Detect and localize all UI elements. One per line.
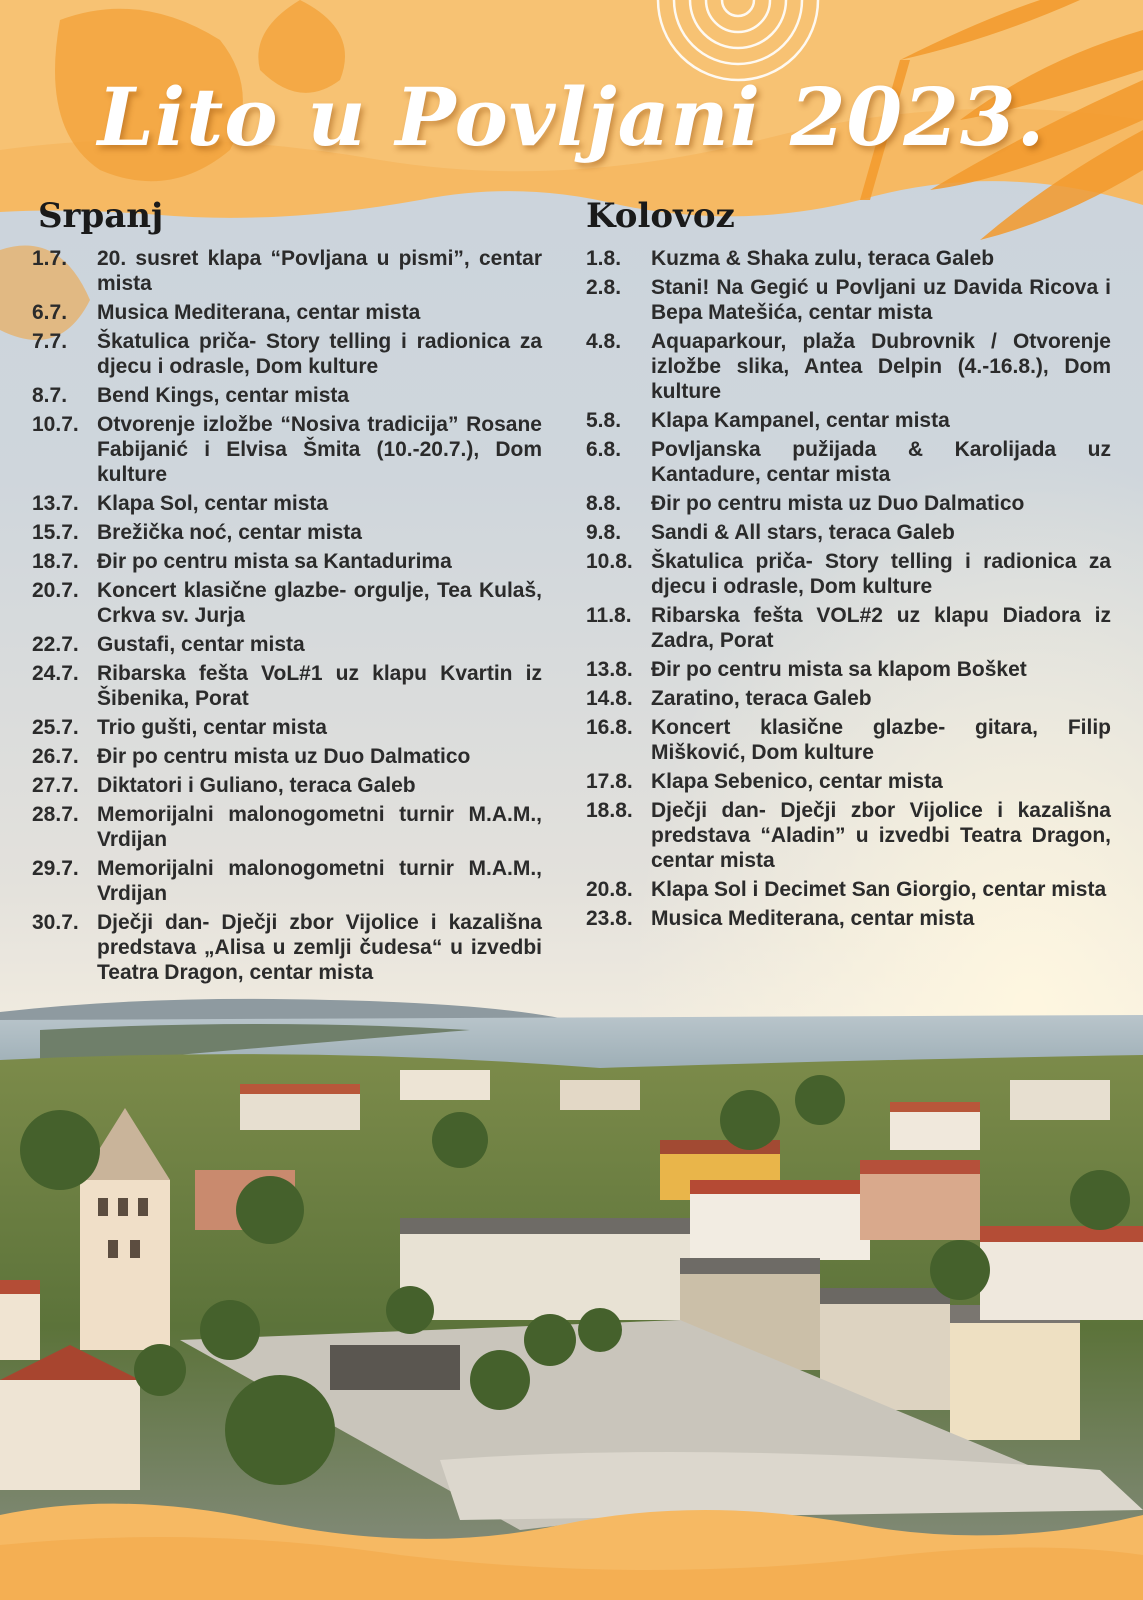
- event-date: 8.8.: [586, 492, 622, 515]
- heading-kolovoz: Kolovoz: [586, 196, 735, 236]
- event-item: [586, 329, 1111, 404]
- event-date: 20.7.: [32, 579, 79, 602]
- event-item: [586, 877, 1111, 902]
- poster-title: Lito u Povljani 2023.: [97, 70, 1046, 164]
- event-date: 22.7.: [32, 633, 79, 656]
- event-item: [32, 520, 542, 545]
- event-text: Đir po centru mista sa Kantadurima: [97, 550, 452, 573]
- event-text: Memorijalni malonogometni turnir M.A.M., Vrdijan: [97, 803, 542, 851]
- event-date: 16.8.: [586, 716, 633, 739]
- event-text: Trio gušti, centar mista: [97, 716, 327, 739]
- event-item: [586, 275, 1111, 325]
- event-item: [32, 632, 542, 657]
- event-date: 25.7.: [32, 716, 79, 739]
- event-text: Diktatori i Guliano, teraca Galeb: [97, 774, 416, 797]
- event-date: 2.8.: [586, 276, 622, 299]
- event-item: [32, 661, 542, 711]
- event-text: Đir po centru mista sa klapom Bošket: [651, 658, 1027, 681]
- event-item: [32, 578, 542, 628]
- heading-srpanj: Srpanj: [38, 196, 164, 236]
- event-date: 29.7.: [32, 857, 79, 880]
- event-date: 17.8.: [586, 770, 633, 793]
- event-date: 15.7.: [32, 521, 79, 544]
- event-date: 26.7.: [32, 745, 79, 768]
- event-text: Zaratino, teraca Galeb: [651, 687, 872, 710]
- event-date: 1.7.: [32, 247, 68, 270]
- event-item: [586, 437, 1111, 487]
- event-text: Musica Mediterana, centar mista: [97, 301, 421, 324]
- event-date: 30.7.: [32, 911, 79, 934]
- event-item: [32, 802, 542, 852]
- event-item: [586, 686, 1111, 711]
- event-text: Povljanska pužijada & Karolijada uz Kantadure, centar mista: [651, 438, 1111, 486]
- event-date: 10.7.: [32, 413, 79, 436]
- event-text: Dječji dan- Dječji zbor Vijolice i kazališna predstava „Alisa u zemlji čudesa“ u izvedbi Teatra Dragon, centar mista: [97, 911, 542, 984]
- event-item: [586, 603, 1111, 653]
- event-text: Memorijalni malonogometni turnir M.A.M., Vrdijan: [97, 857, 542, 905]
- event-date: 1.8.: [586, 247, 622, 270]
- event-date: 27.7.: [32, 774, 79, 797]
- event-date: 23.8.: [586, 907, 633, 930]
- event-text: Klapa Sebenico, centar mista: [651, 770, 943, 793]
- event-text: 20. susret klapa “Povljana u pismi”, centar mista: [97, 247, 542, 295]
- event-text: Bend Kings, centar mista: [97, 384, 350, 407]
- kolovoz-event-list: [586, 246, 1111, 935]
- srpanj-event-list: [32, 246, 542, 989]
- event-date: 14.8.: [586, 687, 633, 710]
- event-date: 13.7.: [32, 492, 79, 515]
- event-text: Sandi & All stars, teraca Galeb: [651, 521, 955, 544]
- event-text: Kuzma & Shaka zulu, teraca Galeb: [651, 247, 995, 270]
- event-text: Musica Mediterana, centar mista: [651, 907, 975, 930]
- event-item: [586, 549, 1111, 599]
- event-date: 20.8.: [586, 878, 633, 901]
- event-item: [586, 769, 1111, 794]
- event-date: 24.7.: [32, 662, 79, 685]
- event-date: 11.8.: [586, 604, 632, 627]
- event-date: 6.8.: [586, 438, 622, 461]
- event-text: Klapa Kampanel, centar mista: [651, 409, 950, 432]
- event-date: 9.8.: [586, 521, 622, 544]
- event-item: [32, 300, 542, 325]
- event-date: 13.8.: [586, 658, 633, 681]
- event-item: [586, 246, 1111, 271]
- event-item: [32, 246, 542, 296]
- event-text: Đir po centru mista uz Duo Dalmatico: [97, 745, 471, 768]
- event-text: Klapa Sol i Decimet San Giorgio, centar mista: [651, 878, 1107, 901]
- event-text: Đir po centru mista uz Duo Dalmatico: [651, 492, 1025, 515]
- event-item: [586, 715, 1111, 765]
- event-text: Stani! Na Gegić u Povljani uz Davida Ricova i Bepa Matešića, centar mista: [651, 276, 1111, 324]
- event-item: [32, 549, 542, 574]
- event-item: [32, 412, 542, 487]
- event-item: [586, 906, 1111, 931]
- event-text: Aquaparkour, plaža Dubrovnik / Otvorenje izložbe slika, Antea Delpin (4.-16.8.), Dom kulture: [651, 330, 1111, 403]
- event-date: 6.7.: [32, 301, 68, 324]
- event-item: [32, 491, 542, 516]
- event-date: 5.8.: [586, 409, 622, 432]
- event-item: [32, 773, 542, 798]
- event-date: 18.8.: [586, 799, 633, 822]
- event-date: 28.7.: [32, 803, 79, 826]
- event-text: Škatulica priča- Story telling i radionica za djecu i odrasle, Dom kulture: [97, 330, 542, 378]
- event-date: 10.8.: [586, 550, 633, 573]
- event-text: Koncert klasične glazbe- gitara, Filip Mišković, Dom kulture: [651, 716, 1111, 764]
- event-date: 18.7.: [32, 550, 79, 573]
- event-item: [32, 715, 542, 740]
- event-text: Koncert klasične glazbe- orgulje, Tea Kulaš, Crkva sv. Jurja: [97, 579, 542, 627]
- event-item: [586, 657, 1111, 682]
- event-item: [32, 383, 542, 408]
- event-text: Klapa Sol, centar mista: [97, 492, 329, 515]
- event-item: [32, 856, 542, 906]
- event-item: [32, 329, 542, 379]
- event-text: Brežička noć, centar mista: [97, 521, 362, 544]
- event-text: Dječji dan- Dječji zbor Vijolice i kazališna predstava “Aladin” u izvedbi Teatra Dragon, centar mista: [651, 799, 1111, 872]
- event-item: [586, 798, 1111, 873]
- event-date: 4.8.: [586, 330, 622, 353]
- event-item: [586, 491, 1111, 516]
- event-item: [586, 520, 1111, 545]
- event-date: 7.7.: [32, 330, 68, 353]
- event-text: Škatulica priča- Story telling i radionica za djecu i odrasle, Dom kulture: [651, 550, 1111, 598]
- event-item: [32, 910, 542, 985]
- event-text: Ribarska fešta VoL#1 uz klapu Kvartin iz Šibenika, Porat: [97, 662, 542, 710]
- event-text: Otvorenje izložbe “Nosiva tradicija” Rosane Fabijanić i Elvisa Šmita (10.-20.7.), Dom kulture: [97, 413, 542, 486]
- event-text: Gustafi, centar mista: [97, 633, 305, 656]
- event-item: [586, 408, 1111, 433]
- event-text: Ribarska fešta VOL#2 uz klapu Diadora iz Zadra, Porat: [651, 604, 1111, 652]
- event-item: [32, 744, 542, 769]
- event-date: 8.7.: [32, 384, 68, 407]
